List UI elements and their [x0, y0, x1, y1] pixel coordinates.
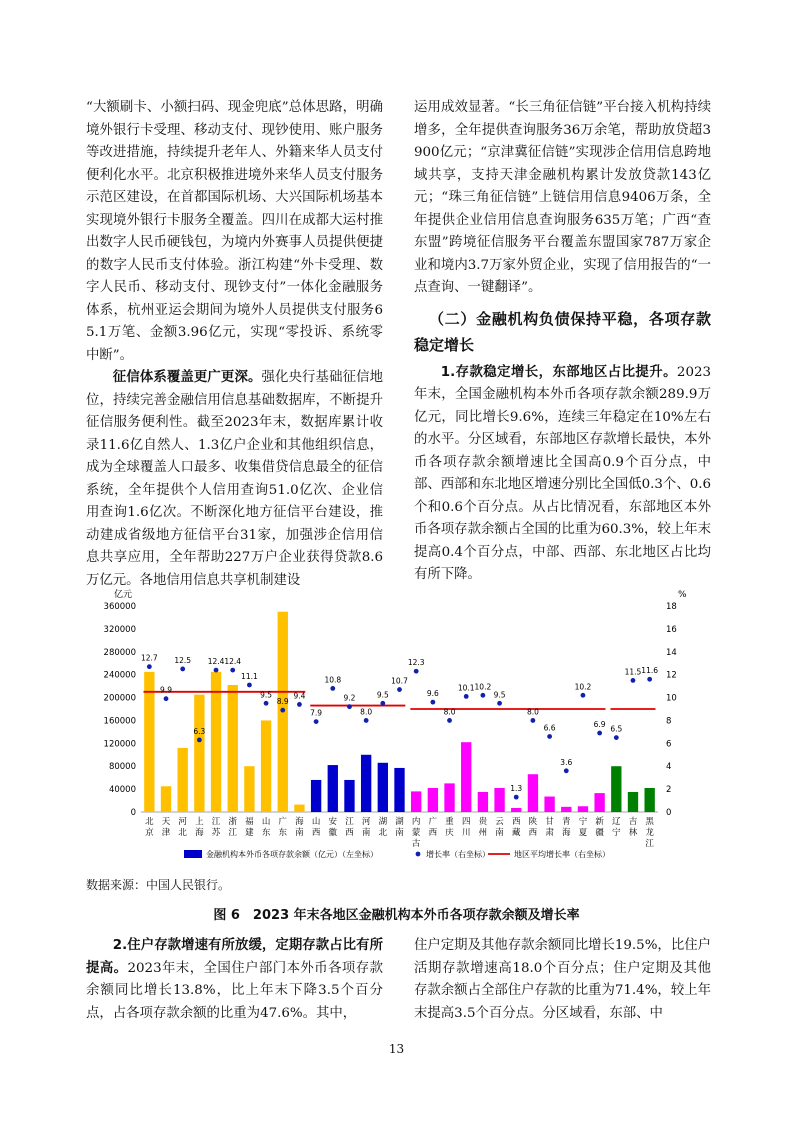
growth-point	[430, 700, 435, 705]
x-axis-labels	[145, 816, 654, 849]
x-tick-label: 重庆	[445, 817, 454, 838]
growth-point	[464, 694, 469, 699]
growth-point	[364, 718, 369, 723]
x-tick-label: 北京	[145, 817, 154, 838]
growth-point	[547, 734, 552, 739]
growth-data-label: 8.0	[360, 707, 373, 717]
growth-data-label: 9.5	[493, 690, 506, 700]
deposit-bar	[328, 765, 338, 812]
growth-point	[614, 735, 619, 740]
growth-data-label: 12.4	[224, 657, 242, 667]
growth-point	[514, 795, 519, 800]
paragraph-body: 强化央行基础征信地位，持续完善金融信用信息基础数据库，不断提升征信服务便利性。截至2023年末，数据库累计收录11.6亿自然人、1.3亿户企业和其他组织信息，成为全球覆盖人口最多、收集借贷信息最全的征信系统，全年提供个人信用查询51.0亿次、企业信用查询1.6亿次。不断深化地方征信平台建设，推动建成省级地方征信平台31家，加强涉企信用信息共享应用，全年帮助227万户企业获得贷款8.6万亿元。各地信用信息共享机制建设	[86, 370, 384, 588]
growth-data-label: 10.7	[391, 676, 408, 686]
left-tick-label: 320000	[103, 624, 136, 635]
x-tick-label: 辽宁	[612, 817, 621, 838]
left-tick-label: 360000	[103, 602, 136, 612]
growth-data-label: 10.2	[574, 682, 592, 692]
figure-caption: 图 6 2023 年末各地区金融机构本外币各项存款余额及增长率	[213, 908, 580, 923]
left-tick-label: 200000	[103, 693, 136, 704]
growth-data-label: 8.0	[443, 707, 456, 717]
growth-data-label: 12.3	[407, 658, 425, 668]
growth-data-label: 1.3	[510, 784, 523, 794]
deposit-bar	[244, 766, 254, 812]
growth-point	[147, 664, 152, 669]
growth-point	[264, 701, 269, 706]
right-text-column	[414, 97, 711, 587]
right-tick-label: 6	[666, 739, 672, 750]
deposit-bar	[511, 808, 521, 812]
deposit-bar	[528, 774, 538, 812]
left-tick-label: 80000	[108, 762, 136, 773]
x-tick-label: 河北	[178, 817, 187, 838]
right-tick-label: 14	[666, 647, 677, 658]
left-tick-label: 0	[130, 808, 136, 818]
x-tick-label: 内蒙古	[411, 817, 421, 849]
x-tick-label: 湖北	[378, 817, 388, 838]
paragraph-lead: 2.住户存款增速有所放缓，定期存款占比有所提高。	[86, 938, 383, 976]
deposit-bar	[561, 807, 571, 812]
legend-label: 金融机构本外币各项存款余额（亿元）（左坐标）	[206, 850, 378, 859]
x-tick-label: 宁夏	[578, 817, 588, 838]
x-tick-label: 河南	[361, 817, 371, 838]
growth-point	[180, 667, 185, 672]
left-tick-label: 120000	[103, 739, 136, 750]
growth-point	[531, 718, 536, 723]
legend-dot-swatch	[416, 852, 421, 857]
x-tick-label: 山西	[311, 817, 321, 838]
paragraph-credit-cont: 运用成效显著。“长三角征信链”平台接入机构持续增多，全年提供查询服务36万余笔，帮助放贷超3900亿元；“京津冀征信链”实现涉企信用信息跨地域共享，支持天津金融机构累计发放贷款143亿元；“珠三角征信链”上链信用信息9406万条，全年提供企业信用信息查询服务635万笔；广西“查东盟”跨境征信服务平台覆盖东盟国家787万家企业和境内3.7万家外贸企业，实现了信用报告的“一点查询、一键翻译”。	[414, 100, 711, 295]
deposit-bar	[428, 788, 438, 812]
growth-point	[564, 768, 569, 773]
growth-point	[297, 702, 302, 707]
growth-data-label: 9.6	[426, 689, 439, 699]
deposit-bar	[628, 792, 638, 812]
x-tick-label: 甘肃	[545, 817, 554, 838]
x-tick-label: 福建	[245, 817, 254, 838]
growth-data-label: 6.9	[593, 720, 606, 730]
deposit-bar	[411, 791, 421, 812]
deposit-bar	[211, 672, 221, 812]
deposit-bar	[394, 768, 404, 812]
deposit-bar	[178, 748, 188, 812]
section-heading: （二）金融机构负债保持平稳，各项存款稳定增长	[414, 309, 711, 354]
bottom-left-column	[86, 935, 383, 1025]
growth-data-label: 7.9	[310, 708, 323, 718]
x-tick-label: 江西	[345, 817, 354, 838]
paragraph-lead: 1.存款稳定增长，东部地区占比提升。	[440, 364, 677, 380]
x-tick-label: 广东	[278, 817, 288, 838]
x-tick-label: 天津	[161, 817, 171, 838]
growth-point	[631, 678, 636, 683]
growth-point	[497, 701, 502, 706]
right-tick-label: 4	[666, 762, 672, 773]
chart-source: 数据来源：中国人民银行。	[86, 878, 231, 892]
growth-data-label: 12.4	[207, 657, 225, 667]
left-tick-label: 240000	[103, 670, 136, 681]
x-tick-label: 新疆	[595, 817, 604, 838]
left-tick-label: 40000	[108, 785, 136, 796]
growth-data-label: 12.5	[174, 655, 192, 665]
right-tick-label: 2	[666, 785, 672, 796]
growth-point	[581, 693, 586, 698]
x-tick-label: 海南	[295, 817, 304, 838]
x-tick-label: 贵州	[478, 817, 488, 838]
x-tick-label: 四川	[461, 817, 471, 838]
growth-data-label: 11.1	[241, 671, 258, 681]
legend-label: 增长率（右坐标）	[426, 850, 490, 859]
paragraph-deposits	[414, 362, 711, 587]
growth-point	[247, 683, 252, 688]
growth-data-label: 6.6	[543, 723, 556, 733]
deposit-bar	[611, 766, 621, 812]
growth-data-label: 12.7	[140, 653, 158, 663]
deposit-bar	[494, 788, 504, 812]
x-tick-label: 云南	[495, 817, 504, 838]
chart-svg	[86, 583, 708, 873]
bar-series	[144, 612, 655, 812]
growth-data-label: 11.5	[624, 667, 642, 677]
growth-data-label: 9.4	[293, 691, 306, 701]
deposit-bar	[378, 763, 388, 812]
growth-point	[230, 668, 235, 673]
growth-point	[347, 704, 352, 709]
deposit-bar	[478, 792, 488, 812]
paragraph-household	[86, 935, 383, 1025]
right-tick-label: 10	[666, 693, 677, 704]
deposit-bar	[361, 755, 371, 812]
growth-point	[314, 719, 319, 724]
growth-data-label: 8.9	[276, 697, 289, 707]
growth-point	[330, 686, 335, 691]
x-tick-label: 江苏	[211, 817, 221, 838]
growth-data-label: 3.6	[560, 757, 573, 767]
growth-data-label: 9.5	[260, 690, 273, 700]
left-text-column	[86, 97, 383, 592]
right-tick-label: 12	[666, 670, 677, 681]
growth-point	[480, 693, 485, 698]
deposit-bar	[261, 720, 271, 812]
deposit-bar	[594, 793, 604, 812]
deposit-bar	[311, 780, 321, 812]
paragraph-credit	[86, 367, 383, 592]
x-tick-label: 陕西	[528, 817, 538, 838]
chart-legend	[184, 849, 610, 859]
deposit-bar	[294, 805, 304, 812]
deposit-chart	[86, 583, 708, 893]
left-tick-label: 160000	[103, 716, 136, 727]
deposit-bar	[144, 672, 154, 812]
growth-point	[414, 669, 419, 674]
x-tick-label: 山东	[261, 817, 271, 838]
bottom-right-column	[414, 935, 711, 1025]
x-tick-label: 广西	[428, 817, 438, 838]
left-tick-label: 280000	[103, 647, 136, 658]
growth-data-label: 10.1	[457, 683, 475, 693]
growth-data-label: 11.6	[641, 666, 659, 676]
growth-data-label: 8.0	[526, 707, 539, 717]
growth-point	[280, 708, 285, 713]
growth-data-label: 6.3	[193, 726, 206, 736]
growth-point	[380, 701, 385, 706]
paragraph-household-cont: 住户定期及其他存款余额同比增长19.5%，比住户活期存款增速高18.0个百分点；住户定期及其他存款余额占全部住户存款的比重为71.4%，较上年末提高3.5个百分点。分区域看，东部、中	[414, 938, 711, 1021]
growth-point	[214, 668, 219, 673]
growth-data-label: 10.2	[474, 682, 492, 692]
paragraph-body: 2023年末，全国住户部门本外币各项存款余额同比增长13.8%，比上年末下降3.5个百分点，占各项存款余额的比重为47.6%。其中，	[86, 960, 384, 1021]
growth-point	[197, 738, 202, 743]
right-tick-label: 16	[666, 624, 677, 635]
x-tick-label: 吉林	[628, 817, 638, 838]
growth-point	[164, 696, 169, 701]
x-tick-label: 上海	[195, 817, 204, 838]
deposit-bar	[644, 788, 654, 812]
deposit-bar	[194, 695, 204, 812]
x-tick-label: 安徽	[328, 817, 338, 838]
growth-data-label: 9.5	[376, 690, 389, 700]
deposit-bar	[444, 783, 454, 812]
deposit-bar	[461, 742, 471, 812]
right-tick-label: 8	[666, 716, 672, 727]
right-tick-label: 18	[666, 602, 677, 612]
growth-data-label: 9.9	[160, 685, 172, 695]
growth-point	[647, 677, 652, 682]
x-tick-label: 浙江	[228, 817, 237, 838]
legend-bar-swatch	[184, 850, 202, 858]
growth-data-label: 9.2	[343, 693, 356, 703]
chart-axes	[104, 602, 677, 818]
right-tick-label: 0	[666, 808, 672, 818]
deposit-bar	[344, 780, 354, 812]
x-tick-label: 湖南	[395, 817, 404, 838]
right-axis-unit: %	[678, 590, 687, 600]
left-axis-unit: 亿元	[114, 590, 133, 600]
page-number: 13	[388, 1042, 405, 1056]
deposit-bar	[161, 786, 171, 812]
growth-point	[397, 687, 402, 692]
x-tick-label: 青海	[562, 817, 571, 838]
growth-data-label: 10.8	[324, 675, 342, 685]
paragraph-lead: 征信体系覆盖更广更深。	[112, 370, 262, 385]
paragraph-payment: “大额刷卡、小额扫码、现金兜底”总体思路，明确境外银行卡受理、移动支付、现钞使用、账户服务等改进措施，持续提升老年人、外籍来华人员支付便利化水平。北京积极推进境外来华人员支付服务示范区建设，在首都国际机场、大兴国际机场基本实现境外银行卡服务全覆盖。四川在成都大运村推出数字人民币硬钱包，为境内外赛事人员提供便捷的数字人民币支付体验。浙江构建“外卡受理、数字人民币、移动支付、现钞支付”一体化金融服务体系，杭州亚运会期间为境外人员提供支付服务65.1万笔、金额3.96亿元，实现“零投诉、系统零中断”。	[86, 100, 383, 363]
deposit-bar	[544, 797, 554, 812]
legend-label: 地区平均增长率（右坐标）	[514, 850, 610, 859]
deposit-bar	[228, 685, 238, 812]
deposit-bar	[578, 806, 588, 812]
x-tick-label: 黑龙江	[645, 817, 654, 849]
paragraph-body: 2023年末，全国金融机构本外币各项存款余额289.9万亿元，同比增长9.6%，连续三年稳定在10%左右的水平。分区域看，东部地区存款增长最快，本外币各项存款余额增速比全国高0.9个百分点，中部、西部和东北地区增速分别比全国低0.3个、0.6个和0.6个百分点。从占比情况看，东部地区本外币各项存款余额占全国的比重为60.3%，较上年末提高0.4个百分点，中部、西部、东北地区占比均有所下降。	[414, 364, 712, 582]
growth-data-label: 6.5	[610, 724, 623, 734]
growth-point	[597, 731, 602, 736]
x-tick-label: 西藏	[511, 817, 521, 838]
growth-point	[447, 718, 452, 723]
